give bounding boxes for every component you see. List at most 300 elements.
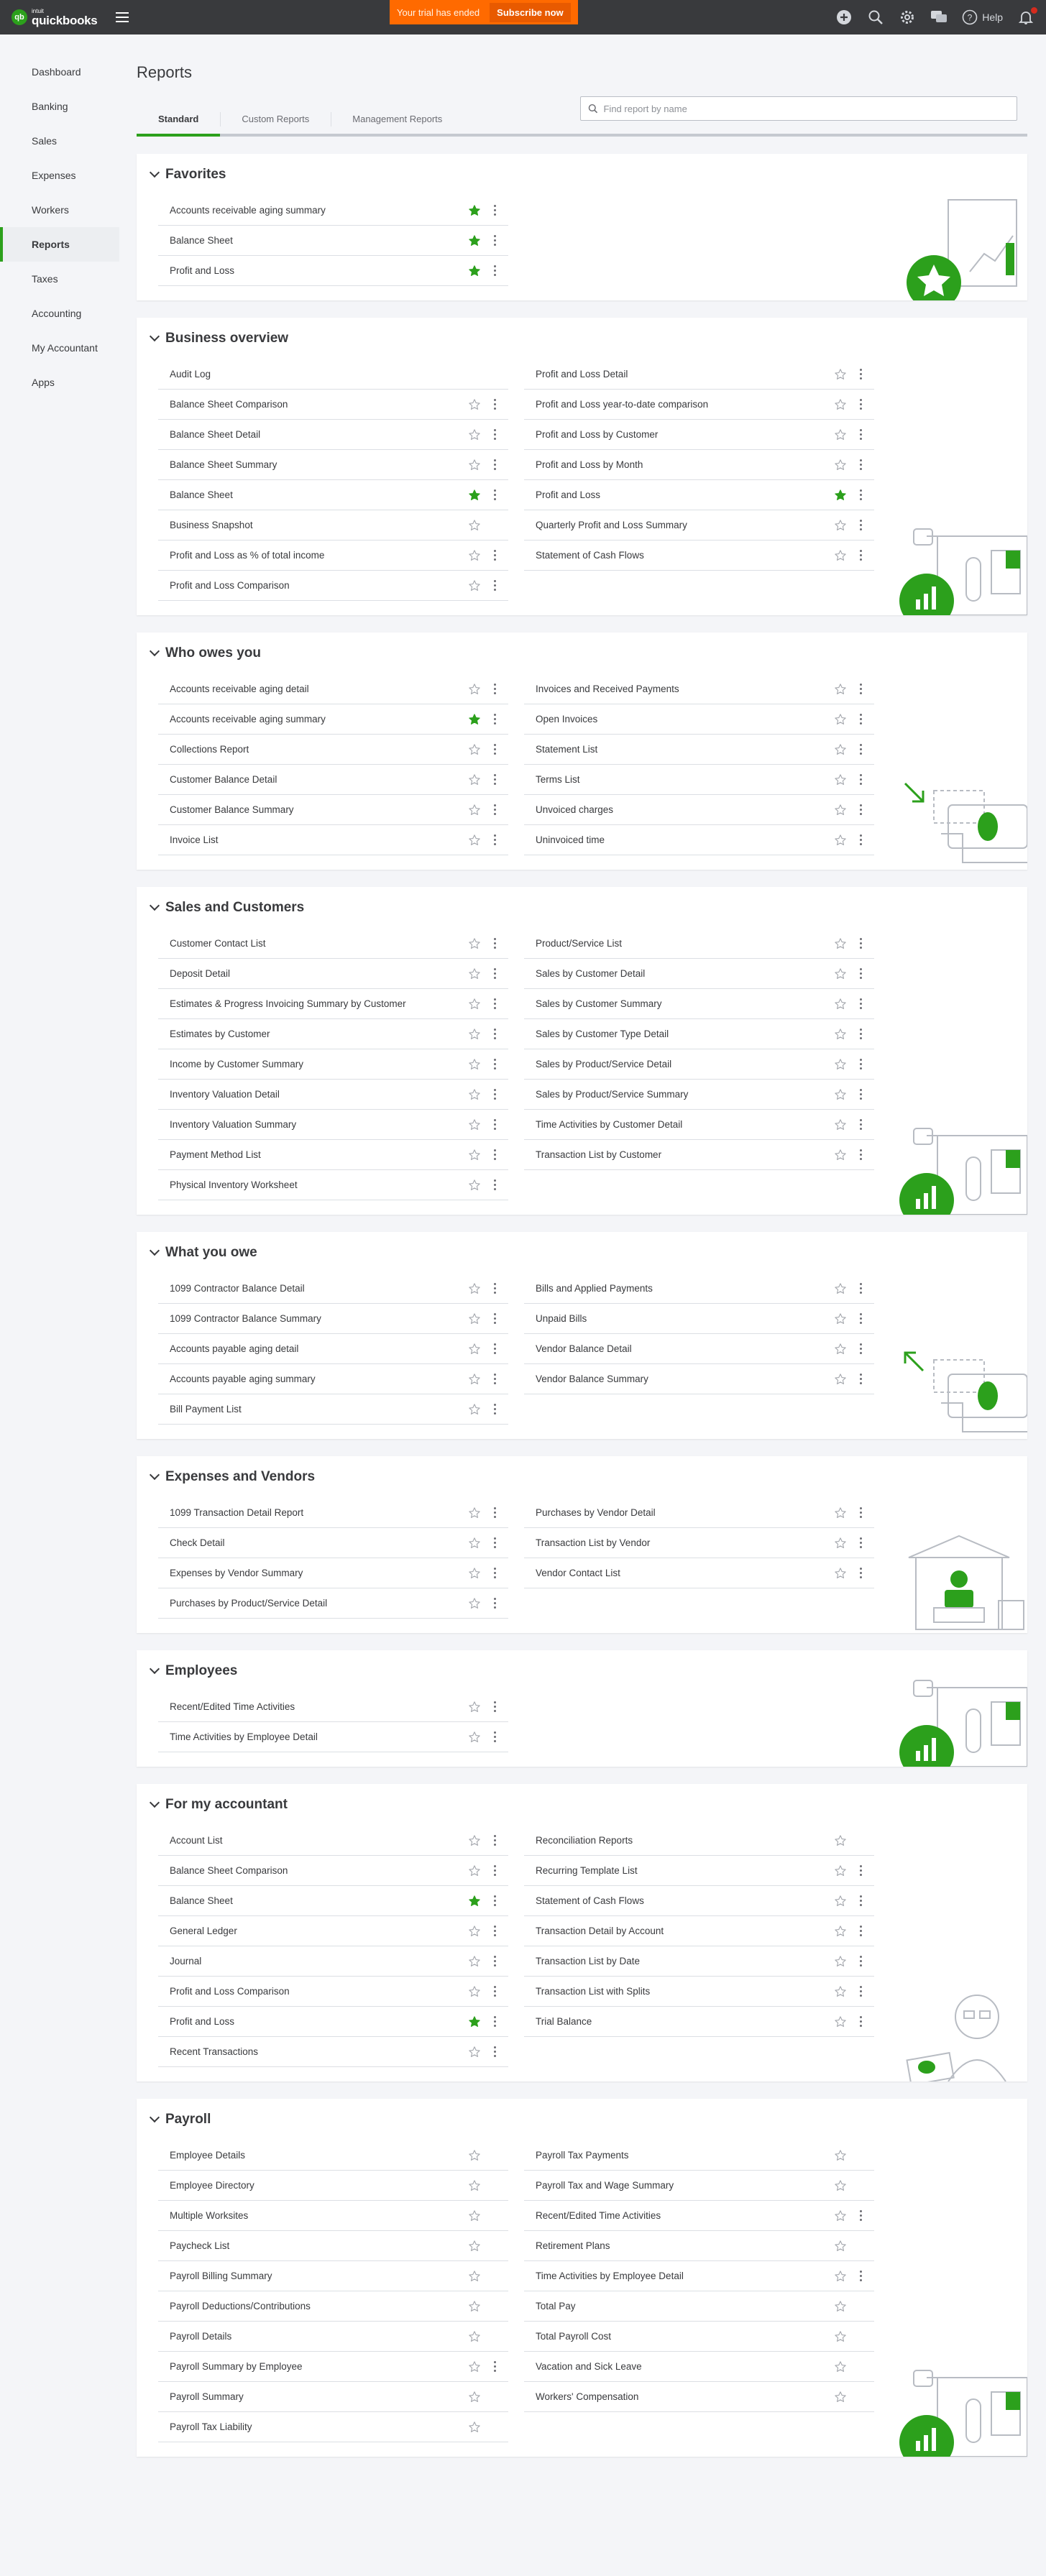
report-link[interactable]: Check Detail — [170, 1537, 225, 1548]
section-header[interactable] — [137, 1784, 1027, 1826]
star-outline-icon[interactable] — [467, 1402, 482, 1417]
sidebar-item-taxes[interactable]: Taxes — [32, 273, 58, 285]
star-outline-icon[interactable] — [467, 1057, 482, 1072]
report-link[interactable]: Balance Sheet — [170, 489, 233, 500]
report-link[interactable]: 1099 Contractor Balance Detail — [170, 1283, 305, 1294]
star-outline-icon[interactable] — [832, 518, 848, 533]
star-outline-icon[interactable] — [467, 2419, 482, 2435]
star-outline-icon[interactable] — [832, 2014, 848, 2030]
star-outline-icon[interactable] — [467, 2148, 482, 2163]
star-outline-icon[interactable] — [467, 996, 482, 1012]
report-link[interactable]: Payroll Tax Payments — [536, 2150, 629, 2161]
more-options-icon[interactable] — [490, 681, 500, 697]
star-outline-icon[interactable] — [467, 1833, 482, 1849]
star-outline-icon[interactable] — [467, 802, 482, 818]
report-link[interactable]: Profit and Loss — [536, 489, 601, 500]
gear-icon[interactable] — [899, 9, 916, 26]
more-options-icon[interactable] — [490, 1177, 500, 1193]
report-link[interactable]: Invoices and Received Payments — [536, 684, 679, 694]
star-outline-icon[interactable] — [467, 681, 482, 697]
star-filled-icon[interactable] — [467, 712, 482, 727]
star-outline-icon[interactable] — [832, 1505, 848, 1521]
star-outline-icon[interactable] — [467, 966, 482, 982]
report-link[interactable]: Sales by Product/Service Detail — [536, 1059, 672, 1070]
star-outline-icon[interactable] — [832, 966, 848, 982]
more-options-icon[interactable] — [490, 966, 500, 982]
star-outline-icon[interactable] — [832, 367, 848, 382]
star-outline-icon[interactable] — [832, 1833, 848, 1849]
report-link[interactable]: Payroll Summary by Employee — [170, 2361, 303, 2372]
more-options-icon[interactable] — [490, 772, 500, 788]
report-link[interactable]: Deposit Detail — [170, 968, 231, 979]
more-options-icon[interactable] — [855, 1057, 866, 1072]
star-outline-icon[interactable] — [467, 1863, 482, 1879]
report-link[interactable]: Collections Report — [170, 744, 249, 755]
more-options-icon[interactable] — [490, 2359, 500, 2375]
report-link[interactable]: Unpaid Bills — [536, 1313, 587, 1324]
star-outline-icon[interactable] — [832, 1893, 848, 1909]
star-outline-icon[interactable] — [467, 1984, 482, 2000]
report-link[interactable]: Sales by Customer Detail — [536, 968, 646, 979]
report-link[interactable]: Open Invoices — [536, 714, 598, 724]
report-link[interactable]: Transaction Detail by Account — [536, 1926, 664, 1936]
more-options-icon[interactable] — [855, 2014, 866, 2030]
more-options-icon[interactable] — [855, 1087, 866, 1103]
star-outline-icon[interactable] — [832, 936, 848, 952]
star-outline-icon[interactable] — [832, 2299, 848, 2314]
report-link[interactable]: Payment Method List — [170, 1149, 261, 1160]
star-outline-icon[interactable] — [467, 1729, 482, 1745]
report-link[interactable]: Statement of Cash Flows — [536, 1895, 644, 1906]
report-link[interactable]: Accounts receivable aging summary — [170, 714, 326, 724]
sidebar-item-reports[interactable]: Reports — [0, 227, 119, 262]
more-options-icon[interactable] — [855, 487, 866, 503]
star-outline-icon[interactable] — [832, 1087, 848, 1103]
report-link[interactable]: Payroll Summary — [170, 2391, 244, 2402]
star-outline-icon[interactable] — [832, 742, 848, 758]
more-options-icon[interactable] — [855, 802, 866, 818]
star-outline-icon[interactable] — [832, 1371, 848, 1387]
more-options-icon[interactable] — [855, 1371, 866, 1387]
star-outline-icon[interactable] — [467, 2329, 482, 2345]
star-outline-icon[interactable] — [467, 1281, 482, 1297]
report-search-box[interactable] — [580, 96, 1017, 121]
more-options-icon[interactable] — [490, 832, 500, 848]
section-header[interactable] — [137, 2099, 1027, 2140]
report-link[interactable]: Journal — [170, 1956, 202, 1966]
report-link[interactable]: Balance Sheet Comparison — [170, 399, 288, 410]
report-link[interactable]: 1099 Transaction Detail Report — [170, 1507, 304, 1518]
star-outline-icon[interactable] — [467, 2389, 482, 2405]
tab-management-reports[interactable]: Management Reports — [331, 109, 464, 134]
more-options-icon[interactable] — [490, 1341, 500, 1357]
section-header[interactable] — [137, 318, 1027, 359]
star-outline-icon[interactable] — [467, 2299, 482, 2314]
star-outline-icon[interactable] — [467, 1311, 482, 1327]
more-options-icon[interactable] — [490, 936, 500, 952]
star-outline-icon[interactable] — [467, 1699, 482, 1715]
report-link[interactable]: Recent/Edited Time Activities — [170, 1701, 295, 1712]
more-options-icon[interactable] — [490, 742, 500, 758]
report-link[interactable]: Transaction List by Date — [536, 1956, 641, 1966]
more-options-icon[interactable] — [855, 1341, 866, 1357]
star-outline-icon[interactable] — [832, 996, 848, 1012]
star-outline-icon[interactable] — [467, 2044, 482, 2060]
report-link[interactable]: Audit Log — [170, 369, 211, 380]
star-outline-icon[interactable] — [467, 548, 482, 564]
star-outline-icon[interactable] — [832, 772, 848, 788]
search-icon[interactable] — [867, 9, 884, 26]
more-options-icon[interactable] — [855, 2268, 866, 2284]
sidebar-item-sales[interactable]: Sales — [32, 135, 58, 147]
star-outline-icon[interactable] — [467, 2208, 482, 2224]
report-link[interactable]: Payroll Details — [170, 2331, 232, 2342]
report-link[interactable]: Workers' Compensation — [536, 2391, 639, 2402]
star-outline-icon[interactable] — [467, 1341, 482, 1357]
more-options-icon[interactable] — [490, 203, 500, 218]
report-link[interactable]: Vacation and Sick Leave — [536, 2361, 642, 2372]
star-outline-icon[interactable] — [832, 1311, 848, 1327]
report-link[interactable]: Paycheck List — [170, 2240, 230, 2251]
more-options-icon[interactable] — [855, 518, 866, 533]
report-link[interactable]: Profit and Loss Comparison — [170, 580, 290, 591]
star-outline-icon[interactable] — [467, 397, 482, 413]
star-outline-icon[interactable] — [467, 1117, 482, 1133]
report-link[interactable]: Customer Balance Summary — [170, 804, 294, 815]
section-header[interactable] — [137, 887, 1027, 929]
more-options-icon[interactable] — [855, 832, 866, 848]
more-options-icon[interactable] — [855, 742, 866, 758]
star-outline-icon[interactable] — [832, 1281, 848, 1297]
more-options-icon[interactable] — [855, 966, 866, 982]
report-link[interactable]: Sales by Customer Type Detail — [536, 1029, 669, 1039]
star-outline-icon[interactable] — [467, 1596, 482, 1611]
star-outline-icon[interactable] — [832, 548, 848, 564]
more-options-icon[interactable] — [855, 1281, 866, 1297]
help-button[interactable] — [962, 9, 1003, 25]
report-link[interactable]: Payroll Tax Liability — [170, 2421, 252, 2432]
more-options-icon[interactable] — [490, 578, 500, 594]
more-options-icon[interactable] — [855, 1565, 866, 1581]
star-outline-icon[interactable] — [832, 2208, 848, 2224]
report-link[interactable]: Expenses by Vendor Summary — [170, 1568, 303, 1578]
report-link[interactable]: General Ledger — [170, 1926, 237, 1936]
more-options-icon[interactable] — [490, 2044, 500, 2060]
more-options-icon[interactable] — [855, 1147, 866, 1163]
star-outline-icon[interactable] — [467, 457, 482, 473]
star-outline-icon[interactable] — [467, 772, 482, 788]
more-options-icon[interactable] — [490, 2014, 500, 2030]
report-link[interactable]: Employee Directory — [170, 2180, 254, 2191]
section-header[interactable] — [137, 632, 1027, 674]
more-options-icon[interactable] — [490, 263, 500, 279]
tab-custom-reports[interactable]: Custom Reports — [220, 109, 331, 134]
star-outline-icon[interactable] — [467, 2238, 482, 2254]
more-options-icon[interactable] — [855, 397, 866, 413]
report-link[interactable]: Payroll Tax and Wage Summary — [536, 2180, 674, 2191]
star-outline-icon[interactable] — [832, 2238, 848, 2254]
more-options-icon[interactable] — [490, 427, 500, 443]
star-outline-icon[interactable] — [467, 936, 482, 952]
more-options-icon[interactable] — [855, 457, 866, 473]
sidebar-item-dashboard[interactable]: Dashboard — [32, 66, 81, 78]
star-outline-icon[interactable] — [832, 712, 848, 727]
report-link[interactable]: Profit and Loss — [170, 2016, 235, 2027]
more-options-icon[interactable] — [490, 1984, 500, 2000]
more-options-icon[interactable] — [855, 1923, 866, 1939]
more-options-icon[interactable] — [490, 1565, 500, 1581]
report-link[interactable]: Statement of Cash Flows — [536, 550, 644, 561]
more-options-icon[interactable] — [855, 1863, 866, 1879]
star-outline-icon[interactable] — [467, 1923, 482, 1939]
report-link[interactable]: Estimates & Progress Invoicing Summary by Customer — [170, 998, 406, 1009]
report-link[interactable]: Trial Balance — [536, 2016, 592, 2027]
star-outline-icon[interactable] — [832, 1863, 848, 1879]
more-options-icon[interactable] — [490, 1402, 500, 1417]
more-options-icon[interactable] — [490, 1954, 500, 1969]
more-options-icon[interactable] — [490, 1833, 500, 1849]
star-outline-icon[interactable] — [467, 1087, 482, 1103]
sidebar-item-expenses[interactable]: Expenses — [32, 170, 76, 181]
sidebar-item-accounting[interactable]: Accounting — [32, 308, 82, 319]
star-outline-icon[interactable] — [832, 1565, 848, 1581]
more-options-icon[interactable] — [855, 2208, 866, 2224]
star-outline-icon[interactable] — [832, 1923, 848, 1939]
star-outline-icon[interactable] — [832, 397, 848, 413]
more-options-icon[interactable] — [490, 1596, 500, 1611]
more-options-icon[interactable] — [855, 1117, 866, 1133]
star-outline-icon[interactable] — [467, 2268, 482, 2284]
more-options-icon[interactable] — [855, 548, 866, 564]
star-filled-icon[interactable] — [467, 263, 482, 279]
star-filled-icon[interactable] — [467, 2014, 482, 2030]
more-options-icon[interactable] — [490, 1371, 500, 1387]
more-options-icon[interactable] — [490, 802, 500, 818]
more-options-icon[interactable] — [855, 1893, 866, 1909]
sidebar-item-banking[interactable]: Banking — [32, 101, 68, 112]
report-link[interactable]: Sales by Customer Summary — [536, 998, 662, 1009]
star-outline-icon[interactable] — [832, 457, 848, 473]
star-outline-icon[interactable] — [832, 2268, 848, 2284]
more-options-icon[interactable] — [490, 1923, 500, 1939]
more-options-icon[interactable] — [490, 1863, 500, 1879]
star-filled-icon[interactable] — [467, 233, 482, 249]
more-options-icon[interactable] — [855, 1026, 866, 1042]
star-outline-icon[interactable] — [467, 1505, 482, 1521]
report-link[interactable]: Transaction List by Customer — [536, 1149, 662, 1160]
report-link[interactable]: Balance Sheet — [170, 1895, 233, 1906]
star-outline-icon[interactable] — [832, 1117, 848, 1133]
report-search-input[interactable] — [603, 104, 1009, 114]
report-link[interactable]: Estimates by Customer — [170, 1029, 270, 1039]
star-outline-icon[interactable] — [832, 802, 848, 818]
report-link[interactable]: Profit and Loss Comparison — [170, 1986, 290, 1997]
report-link[interactable]: Total Payroll Cost — [536, 2331, 612, 2342]
report-link[interactable]: Vendor Balance Detail — [536, 1343, 632, 1354]
report-link[interactable]: Profit and Loss by Customer — [536, 429, 659, 440]
section-header[interactable] — [137, 1232, 1027, 1274]
star-outline-icon[interactable] — [467, 2178, 482, 2194]
star-outline-icon[interactable] — [832, 1147, 848, 1163]
more-options-icon[interactable] — [855, 1984, 866, 2000]
sidebar-item-workers[interactable]: Workers — [32, 204, 69, 216]
subscribe-now-button[interactable]: Subscribe now — [490, 3, 570, 22]
more-options-icon[interactable] — [855, 712, 866, 727]
star-filled-icon[interactable] — [832, 487, 848, 503]
star-filled-icon[interactable] — [467, 487, 482, 503]
star-outline-icon[interactable] — [832, 1341, 848, 1357]
star-outline-icon[interactable] — [832, 427, 848, 443]
report-link[interactable]: Payroll Billing Summary — [170, 2271, 272, 2281]
star-outline-icon[interactable] — [832, 2329, 848, 2345]
star-outline-icon[interactable] — [467, 1177, 482, 1193]
more-options-icon[interactable] — [490, 233, 500, 249]
star-outline-icon[interactable] — [467, 832, 482, 848]
report-link[interactable]: Balance Sheet — [170, 235, 233, 246]
more-options-icon[interactable] — [490, 397, 500, 413]
more-options-icon[interactable] — [490, 1117, 500, 1133]
report-link[interactable]: Profit and Loss Detail — [536, 369, 628, 380]
more-options-icon[interactable] — [490, 1147, 500, 1163]
quickbooks-logo[interactable] — [12, 9, 97, 27]
more-options-icon[interactable] — [490, 487, 500, 503]
more-options-icon[interactable] — [855, 936, 866, 952]
report-link[interactable]: Vendor Contact List — [536, 1568, 620, 1578]
report-link[interactable]: Recent Transactions — [170, 2046, 259, 2057]
report-link[interactable]: Balance Sheet Comparison — [170, 1865, 288, 1876]
report-link[interactable]: Purchases by Product/Service Detail — [170, 1598, 328, 1609]
report-link[interactable]: Inventory Valuation Detail — [170, 1089, 280, 1100]
star-outline-icon[interactable] — [467, 427, 482, 443]
report-link[interactable]: Balance Sheet Summary — [170, 459, 277, 470]
report-link[interactable]: Time Activities by Employee Detail — [536, 2271, 684, 2281]
star-outline-icon[interactable] — [467, 1147, 482, 1163]
more-options-icon[interactable] — [490, 1505, 500, 1521]
star-outline-icon[interactable] — [467, 1371, 482, 1387]
report-link[interactable]: Profit and Loss — [170, 265, 235, 276]
more-options-icon[interactable] — [490, 712, 500, 727]
menu-hamburger-icon[interactable] — [116, 12, 129, 22]
report-link[interactable]: Employee Details — [170, 2150, 246, 2161]
sidebar-item-apps[interactable]: Apps — [32, 377, 55, 388]
star-outline-icon[interactable] — [467, 742, 482, 758]
more-options-icon[interactable] — [490, 457, 500, 473]
star-outline-icon[interactable] — [832, 832, 848, 848]
star-outline-icon[interactable] — [832, 1535, 848, 1551]
more-options-icon[interactable] — [490, 1729, 500, 1745]
more-options-icon[interactable] — [490, 1311, 500, 1327]
report-link[interactable]: Recurring Template List — [536, 1865, 638, 1876]
more-options-icon[interactable] — [855, 367, 866, 382]
star-outline-icon[interactable] — [467, 1954, 482, 1969]
report-link[interactable]: Time Activities by Employee Detail — [170, 1731, 318, 1742]
star-outline-icon[interactable] — [832, 2148, 848, 2163]
report-link[interactable]: Transaction List with Splits — [536, 1986, 651, 1997]
star-filled-icon[interactable] — [467, 1893, 482, 1909]
report-link[interactable]: 1099 Contractor Balance Summary — [170, 1313, 321, 1324]
report-link[interactable]: Sales by Product/Service Summary — [536, 1089, 689, 1100]
section-header[interactable] — [137, 154, 1027, 196]
more-options-icon[interactable] — [855, 1535, 866, 1551]
star-filled-icon[interactable] — [467, 203, 482, 218]
more-options-icon[interactable] — [490, 1699, 500, 1715]
report-link[interactable]: Accounts payable aging detail — [170, 1343, 299, 1354]
star-outline-icon[interactable] — [467, 1565, 482, 1581]
star-outline-icon[interactable] — [832, 2389, 848, 2405]
report-link[interactable]: Bill Payment List — [170, 1404, 242, 1414]
section-header[interactable] — [137, 1456, 1027, 1498]
report-link[interactable]: Profit and Loss as % of total income — [170, 550, 325, 561]
star-outline-icon[interactable] — [832, 1057, 848, 1072]
more-options-icon[interactable] — [855, 681, 866, 697]
report-link[interactable]: Purchases by Vendor Detail — [536, 1507, 656, 1518]
sidebar-item-my-accountant[interactable]: My Accountant — [32, 342, 98, 354]
report-link[interactable]: Multiple Worksites — [170, 2210, 249, 2221]
report-link[interactable]: Accounts receivable aging detail — [170, 684, 309, 694]
section-header[interactable] — [137, 1650, 1027, 1692]
more-options-icon[interactable] — [855, 427, 866, 443]
report-link[interactable]: Total Pay — [536, 2301, 576, 2312]
report-link[interactable]: Invoice List — [170, 834, 219, 845]
star-outline-icon[interactable] — [832, 1026, 848, 1042]
report-link[interactable]: Vendor Balance Summary — [536, 1374, 648, 1384]
report-link[interactable]: Time Activities by Customer Detail — [536, 1119, 683, 1130]
more-options-icon[interactable] — [490, 1026, 500, 1042]
report-link[interactable]: Profit and Loss by Month — [536, 459, 643, 470]
more-options-icon[interactable] — [490, 548, 500, 564]
report-link[interactable]: Unvoiced charges — [536, 804, 614, 815]
star-outline-icon[interactable] — [832, 681, 848, 697]
report-link[interactable]: Accounts receivable aging summary — [170, 205, 326, 216]
report-link[interactable]: Customer Balance Detail — [170, 774, 277, 785]
report-link[interactable]: Terms List — [536, 774, 580, 785]
more-options-icon[interactable] — [855, 996, 866, 1012]
report-link[interactable]: Transaction List by Vendor — [536, 1537, 651, 1548]
report-link[interactable]: Physical Inventory Worksheet — [170, 1179, 298, 1190]
report-link[interactable]: Retirement Plans — [536, 2240, 610, 2251]
more-options-icon[interactable] — [490, 1893, 500, 1909]
report-link[interactable]: Payroll Deductions/Contributions — [170, 2301, 311, 2312]
report-link[interactable]: Business Snapshot — [170, 520, 253, 530]
more-options-icon[interactable] — [490, 1535, 500, 1551]
more-options-icon[interactable] — [490, 996, 500, 1012]
star-outline-icon[interactable] — [467, 2359, 482, 2375]
report-link[interactable]: Customer Contact List — [170, 938, 266, 949]
star-outline-icon[interactable] — [832, 2359, 848, 2375]
report-link[interactable]: Uninvoiced time — [536, 834, 605, 845]
more-options-icon[interactable] — [490, 1281, 500, 1297]
star-outline-icon[interactable] — [467, 518, 482, 533]
report-link[interactable]: Inventory Valuation Summary — [170, 1119, 297, 1130]
report-link[interactable]: Statement List — [536, 744, 598, 755]
star-outline-icon[interactable] — [467, 1026, 482, 1042]
report-link[interactable]: Bills and Applied Payments — [536, 1283, 653, 1294]
report-link[interactable]: Accounts payable aging summary — [170, 1374, 316, 1384]
create-plus-icon[interactable] — [835, 9, 853, 26]
more-options-icon[interactable] — [855, 772, 866, 788]
star-outline-icon[interactable] — [832, 1984, 848, 2000]
more-options-icon[interactable] — [855, 1505, 866, 1521]
report-link[interactable]: Balance Sheet Detail — [170, 429, 261, 440]
chat-icon[interactable] — [930, 9, 948, 26]
more-options-icon[interactable] — [490, 1057, 500, 1072]
report-link[interactable]: Recent/Edited Time Activities — [536, 2210, 661, 2221]
star-outline-icon[interactable] — [467, 1535, 482, 1551]
tab-standard[interactable]: Standard — [137, 109, 220, 137]
star-outline-icon[interactable] — [467, 578, 482, 594]
report-link[interactable]: Product/Service List — [536, 938, 623, 949]
report-link[interactable]: Quarterly Profit and Loss Summary — [536, 520, 687, 530]
